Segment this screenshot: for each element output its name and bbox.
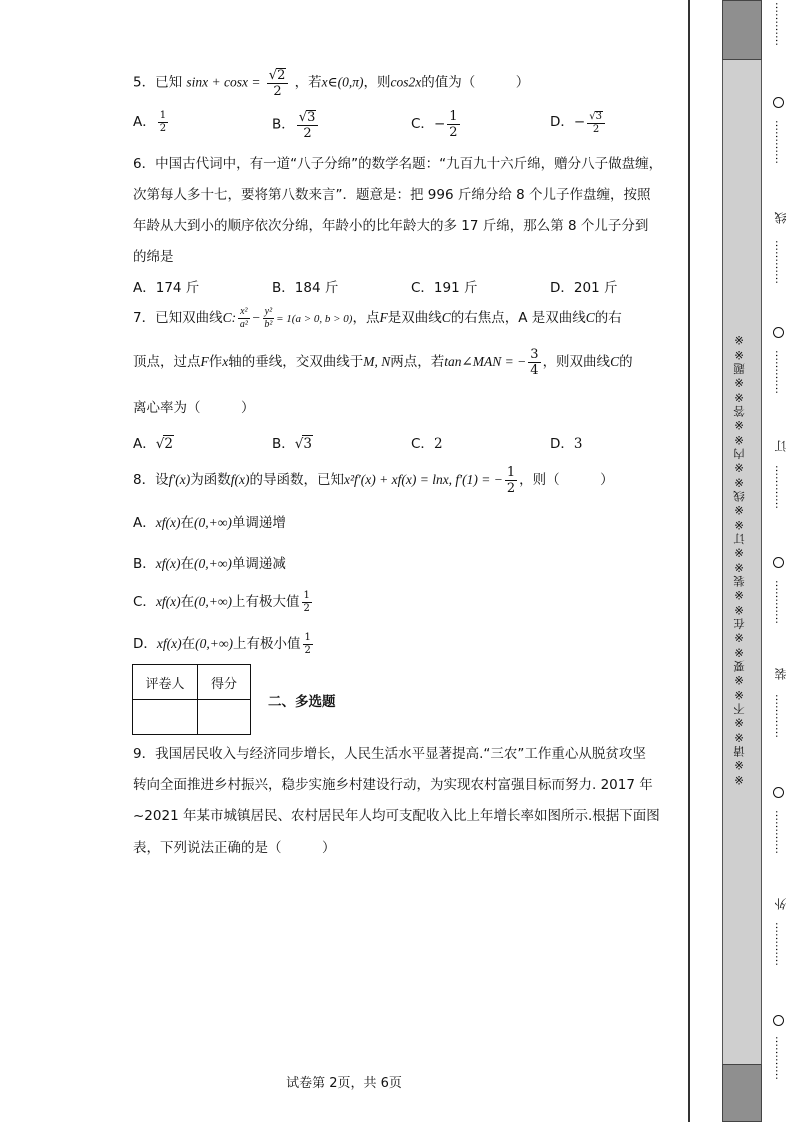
score-table-score-cell[interactable] <box>198 700 251 735</box>
dots-segment: ………… <box>773 350 786 394</box>
q7-option-b[interactable]: B．√3 <box>272 436 312 452</box>
q7-stem-line-1: 7．已知双曲线C: $\frac{\text{x²}}{\text{a²}}$ − $\frac{\text{y²}}{\text{b²}}$ = 1(a > 0, b > 0)，点F是双曲线C的右焦点，A 是双曲线C的右 <box>133 306 622 330</box>
q7-stem-line-3: 离心率为（ ） <box>133 400 255 416</box>
q8-option-a[interactable]: A．xf(x)在(0,+∞)单调递增 <box>133 515 286 531</box>
q9-line-3: ~2021 年某市城镇居民、农村居民年人均可支配收入比上年增长率如图所示.根据下面图 <box>133 808 660 824</box>
section-title-multiple-choice: 二、多选题 <box>268 694 336 710</box>
binding-ring-icon <box>773 327 784 338</box>
binding-char-order: 订 <box>774 440 788 452</box>
dots-segment: ………… <box>773 694 786 738</box>
q5-option-a[interactable]: A． $\frac{1}{2}$ <box>133 110 167 134</box>
q7-stem-line-2: 顶点，过点F作x轴的垂线，交双曲线于M, N两点，若tan∠MAN = − $\frac{3}{4}$ ，则双曲线C的 <box>133 347 633 378</box>
binding-ring-icon <box>773 787 784 798</box>
q6-line-4: 的绵是 <box>133 249 174 265</box>
score-table-score: 得分 <box>198 665 251 700</box>
q5-option-b[interactable]: B． $\frac{√3}{2}$ <box>272 110 320 140</box>
q7-option-a[interactable]: A．√2 <box>133 436 173 452</box>
binding-char-line: 线 <box>774 212 788 224</box>
q6-line-3: 年龄从大到小的顺序依次分绵，年龄小的比年龄大的多 17 斤绵，那么第 8 个儿子分到 <box>133 218 649 234</box>
binding-border <box>688 0 690 1122</box>
dots-segment: ………… <box>773 580 786 624</box>
q9-line-4: 表，下列说法正确的是（ ） <box>133 840 336 856</box>
q9-line-2: 转向全面推进乡村振兴，稳步实施乡村建设行动，为实现农村富强目标而努力. 2017 年 <box>133 777 653 793</box>
binding-ring-icon <box>773 557 784 568</box>
binding-warning: ※※请※※不※※要※※在※※装※※订※※线※※内※※答※※题※※ <box>732 332 746 788</box>
q6-option-d[interactable]: D．201 斤 <box>550 280 618 296</box>
score-table-grader: 评卷人 <box>133 665 198 700</box>
q9-line-1: 9．我国居民收入与经济同步增长，人民生活水平显著提高.“三农”工作重心从脱贫攻坚 <box>133 746 646 762</box>
binding-char-outside: 外 <box>774 898 788 910</box>
binding-strip-top-cap <box>722 0 762 60</box>
binding-char-install: 装 <box>774 668 788 680</box>
dots-segment: ………… <box>773 1036 786 1080</box>
q5-fraction: $\frac{√2}{2}$ <box>267 68 289 98</box>
dots-segment: ………… <box>773 922 786 966</box>
binding-ring-icon <box>773 1015 784 1026</box>
q5-option-d[interactable]: D．− $\frac{√3}{2}$ <box>550 110 607 135</box>
q7-option-c[interactable]: C．2 <box>411 436 443 452</box>
dots-segment: ………… <box>773 120 786 164</box>
q6-line-1: 6．中国古代词中，有一道“八子分绵”的数学名题：“九百九十六斤绵，赠分八子做盘缠， <box>133 156 663 172</box>
q8-option-c[interactable]: C．xf(x)在(0,+∞)上有极大值 $\frac{1}{2}$ <box>133 590 310 614</box>
q6-option-b[interactable]: B．184 斤 <box>272 280 339 296</box>
q8-option-b[interactable]: B．xf(x)在(0,+∞)单调递减 <box>133 556 286 572</box>
q6-option-a[interactable]: A．174 斤 <box>133 280 200 296</box>
dots-segment: ………… <box>773 2 786 46</box>
dots-segment: ………… <box>773 465 786 509</box>
page-footer: 试卷第 2页，共 6页 <box>286 1076 402 1091</box>
binding-strip-bottom-cap <box>722 1064 762 1122</box>
q8-option-d[interactable]: D．xf(x)在(0,+∞)上有极小值 $\frac{1}{2}$ <box>133 632 311 656</box>
dots-segment: ………… <box>773 240 786 284</box>
q6-line-2: 次第每人多十七，要将第八数来言”．题意是：把 996 斤绵分给 8 个儿子作盘缠，按照 <box>133 187 651 203</box>
q5-stem: 5．已知 sinx + cosx = $\frac{√2}{2}$ ，若x∈(0,π)，则cos2x的值为（ ） <box>133 68 530 99</box>
q8-stem: 8．设f′(x)为函数f(x)的导函数，已知x²f′(x) + xf(x) = lnx, f′(1) = − $\frac{1}{2}$ ，则（ ） <box>133 465 614 496</box>
score-table-grader-cell[interactable] <box>133 700 198 735</box>
q7-option-d[interactable]: D．3 <box>550 436 583 452</box>
binding-dot-column <box>770 0 788 1122</box>
q6-option-c[interactable]: C．191 斤 <box>411 280 478 296</box>
binding-ring-icon <box>773 97 784 108</box>
score-table <box>132 664 251 735</box>
dots-segment: ………… <box>773 810 786 854</box>
q5-option-c[interactable]: C．− $\frac{1}{2}$ <box>411 109 458 140</box>
